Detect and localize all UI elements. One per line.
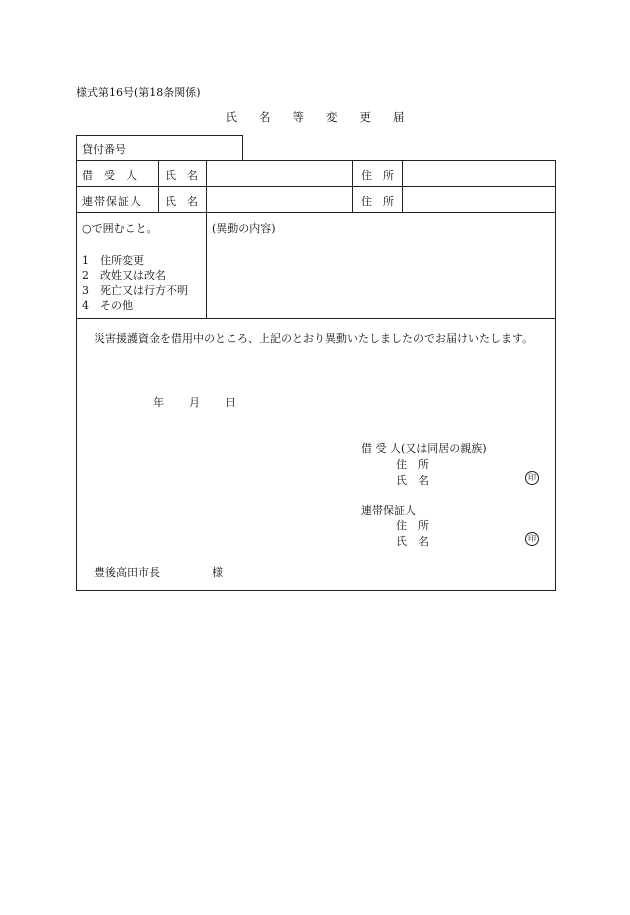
date-year: 年 [153, 396, 164, 409]
guarantor-address-label: 住 所 [361, 195, 394, 208]
date-day: 日 [225, 396, 236, 409]
borrower-address-label: 住 所 [396, 458, 429, 471]
title-char: 名 [259, 110, 271, 124]
guarantor-address-label: 住 所 [396, 519, 429, 532]
addressee: 豊後高田市長 [94, 566, 160, 579]
seal-icon: 印 [525, 471, 539, 485]
borrower-name-label: 氏 名 [165, 169, 198, 182]
guarantor-name-label: 氏 名 [396, 535, 429, 548]
borrower-name-label: 氏 名 [396, 474, 429, 487]
borrower-label-text: 借 受 人 [82, 169, 137, 182]
seal-icon: 印 [525, 532, 539, 546]
title-char: 等 [292, 110, 304, 124]
table-border [158, 160, 159, 212]
borrower-label [82, 167, 152, 183]
table-border [555, 160, 556, 591]
borrower-address-label: 住 所 [361, 169, 394, 182]
table-border [402, 160, 403, 212]
date-month: 月 [189, 396, 200, 409]
title-char: 氏 [225, 110, 237, 124]
loan-number-label: 貸付番号 [82, 143, 126, 156]
addressee-honorific: 様 [212, 566, 223, 579]
table-border [76, 135, 77, 591]
circle-instruction: ○で囲むこと。 [82, 222, 158, 235]
option-item[interactable]: 4 その他 [82, 299, 133, 312]
table-border [352, 160, 353, 212]
guarantor-heading: 連帯保証人 [361, 504, 416, 517]
table-border [76, 160, 556, 161]
declaration-statement: 災害援護資金を借用中のところ、上記のとおり異動いたしましたのでお届けいたします。 [94, 332, 534, 345]
option-item[interactable]: 3 死亡又は行方不明 [82, 284, 188, 297]
guarantor-label: 連帯保証人 [82, 195, 142, 208]
table-border [242, 135, 243, 161]
table-border [76, 186, 556, 187]
borrower-heading: 借 受 人(又は同居の親族) [361, 442, 487, 455]
option-item[interactable]: 1 住所変更 [82, 254, 144, 267]
change-details-label: (異動の内容) [212, 222, 276, 235]
table-border [76, 212, 556, 213]
option-item[interactable]: 2 改姓又は改名 [82, 269, 166, 282]
form-number: 様式第16号(第18条関係) [76, 86, 201, 99]
table-border [76, 135, 242, 136]
table-border [76, 318, 556, 319]
table-border [206, 160, 207, 318]
table-border [76, 590, 556, 591]
title-char: 届 [393, 110, 405, 124]
form-title [0, 109, 630, 125]
guarantor-name-label: 氏 名 [165, 195, 198, 208]
title-char: 変 [326, 110, 338, 124]
title-char: 更 [359, 110, 371, 124]
